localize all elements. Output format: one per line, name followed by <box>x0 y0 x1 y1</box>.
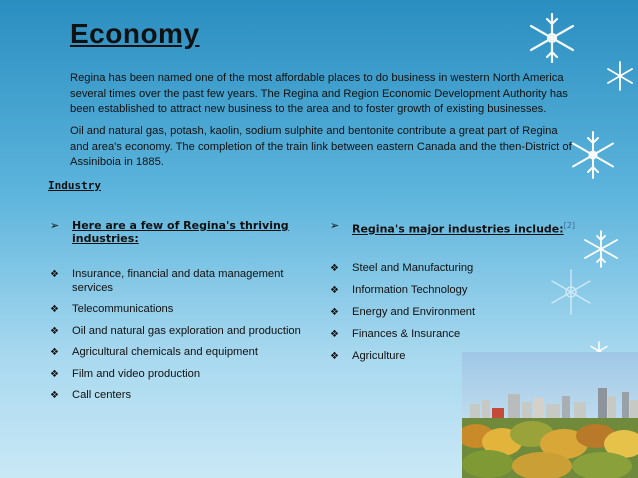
arrow-bullet-icon: ➢ <box>50 220 60 232</box>
snowflake-icon <box>545 266 597 318</box>
resources-paragraph: Oil and natural gas, potash, kaolin, sodium sulphite and bentonite contribute a great part of Regina and area's economy. The completion of the train link between eastern Canada and the then-District of Assiniboia in 1885. <box>70 125 572 168</box>
slide-title: Economy <box>70 18 200 49</box>
diamond-bullet-icon: ❖ <box>330 351 339 362</box>
list-item-text: Information Technology <box>352 284 468 296</box>
diamond-bullet-icon: ❖ <box>330 285 339 296</box>
list-item-text: Oil and natural gas exploration and production <box>72 324 301 337</box>
snowflake-icon <box>604 60 636 92</box>
list-item-text: Call centers <box>72 389 132 401</box>
list-item-text: Steel and Manufacturing <box>352 262 474 274</box>
list-item-text: Insurance, financial and data management services <box>72 268 284 294</box>
diamond-bullet-icon: ❖ <box>50 269 59 280</box>
list-item <box>330 284 530 298</box>
left-column-heading-text: Here are a few of Regina's thriving industries: <box>72 219 289 245</box>
list-item-text: Energy and Environment <box>352 306 476 318</box>
city-skyline-photo <box>462 352 638 478</box>
intro-paragraph: Regina has been named one of the most affordable places to do business in western North America several times over the past few years. The Regina and Region Economic Development Authority has been established to attract new business to the area and to foster growth of existing businesses. <box>70 72 568 115</box>
list-item <box>330 262 530 276</box>
list-item <box>50 325 310 339</box>
list-item <box>50 346 310 360</box>
diamond-bullet-icon: ❖ <box>50 347 59 358</box>
right-column-heading-text: Regina's major industries include: <box>352 222 564 236</box>
reference-link[interactable]: [2] <box>563 221 575 230</box>
diamond-bullet-icon: ❖ <box>330 307 339 318</box>
list-item <box>50 268 310 295</box>
left-industry-list <box>50 268 310 411</box>
list-item-text: Agricultural chemicals and equipment <box>72 346 258 358</box>
diamond-bullet-icon: ❖ <box>330 329 339 340</box>
diamond-bullet-icon: ❖ <box>50 390 59 401</box>
list-item-text: Finances & Insurance <box>352 328 461 340</box>
snowflake-icon <box>524 10 580 66</box>
list-item-text: Film and video production <box>72 367 201 380</box>
left-column-heading <box>72 219 308 245</box>
diamond-bullet-icon: ❖ <box>50 325 59 337</box>
list-item <box>50 368 310 382</box>
section-label-industry: Industry <box>48 179 101 192</box>
arrow-bullet-icon: ➢ <box>330 220 340 232</box>
list-item <box>330 328 530 342</box>
list-item <box>50 303 310 317</box>
list-item-text: Telecommunications <box>72 303 174 315</box>
list-item <box>330 306 530 320</box>
diamond-bullet-icon: ❖ <box>50 304 59 315</box>
list-item <box>50 389 310 403</box>
diamond-bullet-icon: ❖ <box>50 368 59 380</box>
list-item-text: Agriculture <box>352 350 406 362</box>
right-column-heading <box>352 219 592 236</box>
diamond-bullet-icon: ❖ <box>330 263 339 274</box>
